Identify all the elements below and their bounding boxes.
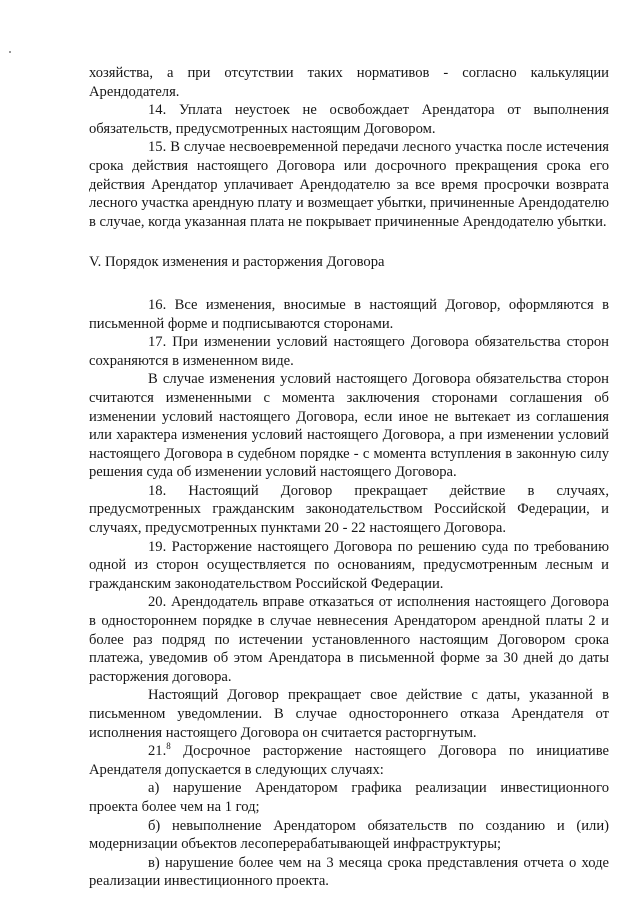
paragraph-20-continued: Настоящий Договор прекращает свое действие с даты, указанной в письменном уведомлении. В случае одностороннего отказа Арендателя от исполнения настоящего Договора он считается расторгнутым.	[89, 687, 609, 741]
paragraph-18-rest: предусмотренных гражданским законодательством Российской Федерации, и случаях, предусмотренных пунктами 20 - 22 настоящего Договора.	[89, 501, 609, 537]
paragraph-21	[89, 742, 609, 779]
paragraph-21-number: 21.	[148, 743, 167, 760]
paragraph-17-continued: В случае изменения условий настоящего Договора обязательства сторон считаются измененными с момента заключения сторонами соглашения об изменении условий настоящего Договора, если иное не вытекает из соглашения или характера изменения условий настоящего Договора, а при изменении условий настоящего Договора в судебном порядке - с момента вступления в законную силу решения суда об изменении условий настоящего Договора.	[89, 371, 609, 481]
footnote-marker: 8	[166, 741, 171, 752]
paragraph-19: 19. Расторжение настоящего Договора по решению суда по требованию одной из сторон осуществляется по основаниям, предусмотренным лесным и гражданским законодательством Российской Федерации.	[89, 538, 609, 592]
paragraph-continuation: хозяйства, а при отсутствии таких нормативов - согласно калькуляции Арендодателя.	[89, 65, 609, 100]
paragraph-20: 20. Арендодатель вправе отказаться от исполнения настоящего Договора в одностороннем порядке в случае невнесения Арендатором арендной платы 2 и более раз подряд по истечении установленного настоящим Договором срока платежа, уведомив об этом Арендатора в письменной форме за 30 дней до даты расторжения договора.	[89, 594, 609, 685]
scan-speck	[9, 51, 11, 53]
list-item-c: в) нарушение более чем на 3 месяца срока представления отчета о ходе реализации инвестиционного проекта.	[89, 854, 609, 890]
list-item-a: а) нарушение Арендатором графика реализации инвестиционного проекта более чем на 1 год;	[89, 780, 609, 815]
section-heading: V. Порядок изменения и расторжения Договора	[89, 254, 385, 271]
paragraph-21-text: Досрочное расторжение настоящего Договора по инициативе Арендателя допускается в следующих случаях:	[89, 743, 609, 778]
list-item-b: б) невыполнение Арендатором обязательств по созданию и (или) модернизации объектов лесоперерабатывающей инфраструктуры;	[89, 817, 609, 853]
paragraph-15: 15. В случае несвоевременной передачи лесного участка после истечения срока действия настоящего Договора или досрочного прекращения срока его действия Арендатор уплачивает Арендодателю за все время просрочки возврата лесного участка арендную плату и возмещает убытки, причиненные Арендодателю в случае, когда указанная плата не покрывает причиненные Арендодателю убытки.	[89, 139, 609, 230]
document-body	[89, 64, 609, 891]
paragraph-17: 17. При изменении условий настоящего Договора обязательства сторон сохраняются в измененном виде.	[89, 334, 609, 369]
paragraph-14: 14. Уплата неустоек не освобождает Арендатора от выполнения обязательств, предусмотренных настоящим Договором.	[89, 102, 609, 137]
paragraph-16: 16. Все изменения, вносимые в настоящий Договор, оформляются в письменной форме и подписываются сторонами.	[89, 296, 609, 332]
paragraph-18-first-line: 18. Настоящий Договор прекращает действие в случаях,	[148, 482, 609, 499]
